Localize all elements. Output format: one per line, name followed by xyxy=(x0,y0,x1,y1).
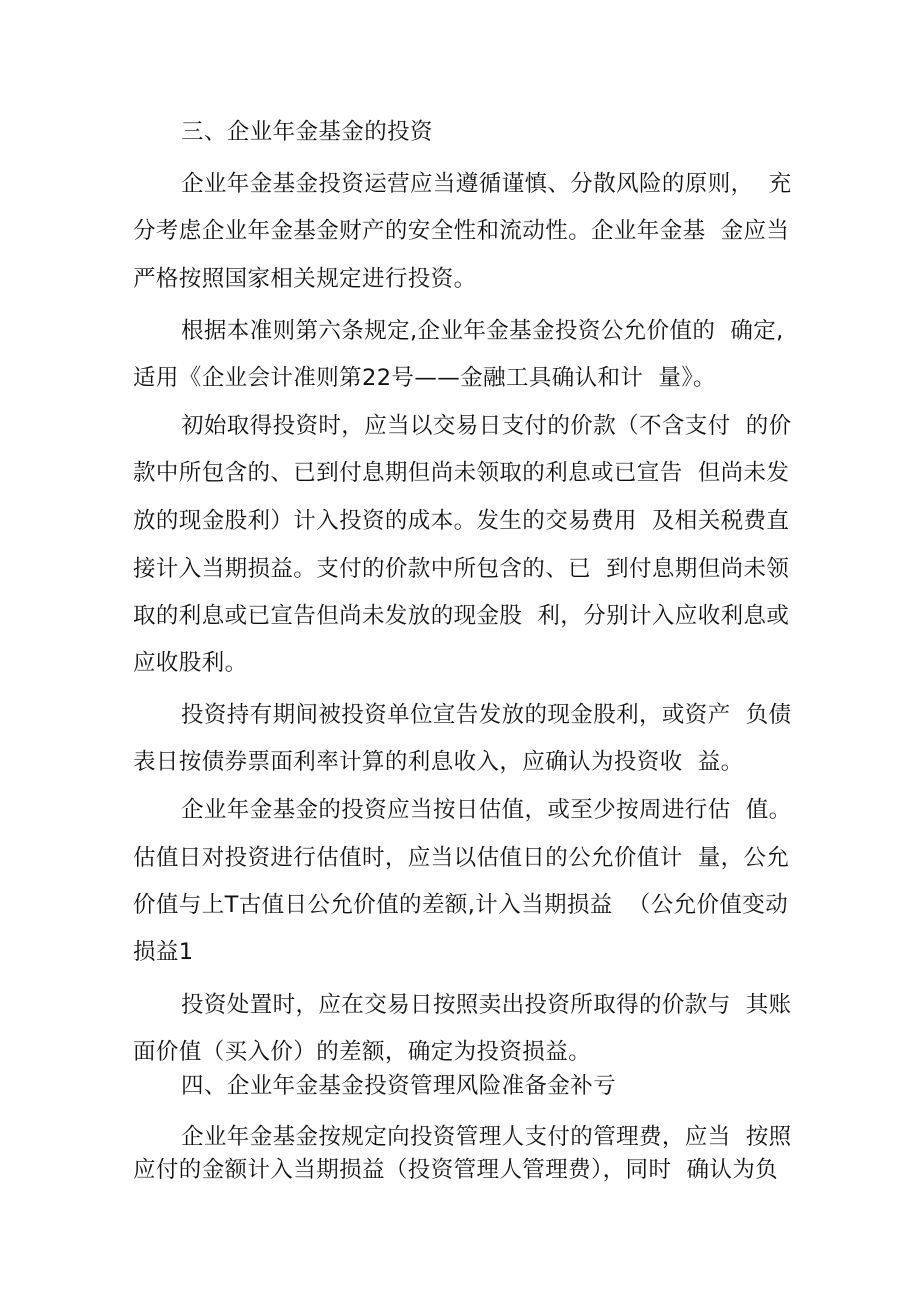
paragraph-line: 表日按债券票面利率计算的利息收入，应确认为投资收 益。 xyxy=(133,749,744,775)
paragraph-line: 根据本准则第六条规定,企业年金基金投资公允价值的 确定, xyxy=(181,318,784,344)
paragraph-line: 价值与上T古值日公允价值的差额,计入当期损益 （公允价值变动 xyxy=(133,892,789,918)
paragraph-line: 初始取得投资时，应当以交易日支付的价款（不含支付 的价 xyxy=(181,413,792,439)
paragraph-line: 应收股利。 xyxy=(133,650,248,676)
section-heading-risk-reserve: 四、企业年金基金投资管理风险准备金补亏 xyxy=(181,1073,617,1099)
paragraph-line: 分考虑企业年金基金财产的安全性和流动性。企业年金基 金应当 xyxy=(133,218,790,244)
paragraph-line: 应付的金额计入当期损益（投资管理人管理费），同时 确认为负 xyxy=(133,1157,779,1183)
paragraph-line: 损益1 xyxy=(133,939,194,965)
paragraph-line: 企业年金基金投资运营应当遵循谨慎、分散风险的原则， 充 xyxy=(181,171,792,197)
paragraph-line: 面价值（买入价）的差额，确定为投资损益。 xyxy=(133,1039,592,1065)
paragraph-line: 取的利息或已宣告但尚未发放的现金股 利，分别计入应收利息或 xyxy=(133,603,790,629)
paragraph-line: 投资处置时，应在交易日按照卖出投资所取得的价款与 其账 xyxy=(181,992,792,1018)
paragraph-line: 企业年金基金的投资应当按日估值，或至少按周进行估 值。 xyxy=(181,797,792,823)
paragraph-line: 估值日对投资进行估值时，应当以估值日的公允价值计 量，公允 xyxy=(133,845,790,871)
paragraph-line: 严格按照国家相关规定进行投资。 xyxy=(133,266,477,292)
paragraph-line: 投资持有期间被投资单位宣告发放的现金股利，或资产 负债 xyxy=(181,702,792,728)
paragraph-line: 适用《企业会计准则第22号——金融工具确认和计 量》。 xyxy=(133,365,716,391)
paragraph-line: 款中所包含的、已到付息期但尚未领取的利息或已宣告 但尚未发 xyxy=(133,460,790,486)
paragraph-line: 接计入当期损益。支付的价款中所包含的、已 到付息期但尚未领 xyxy=(133,556,790,582)
paragraph-line: 企业年金基金按规定向投资管理人支付的管理费，应当 按照 xyxy=(181,1124,792,1150)
section-heading-investment: 三、企业年金基金的投资 xyxy=(181,119,433,145)
paragraph-line: 放的现金股利）计入投资的成本。发生的交易费用 及相关税费直 xyxy=(133,508,790,534)
